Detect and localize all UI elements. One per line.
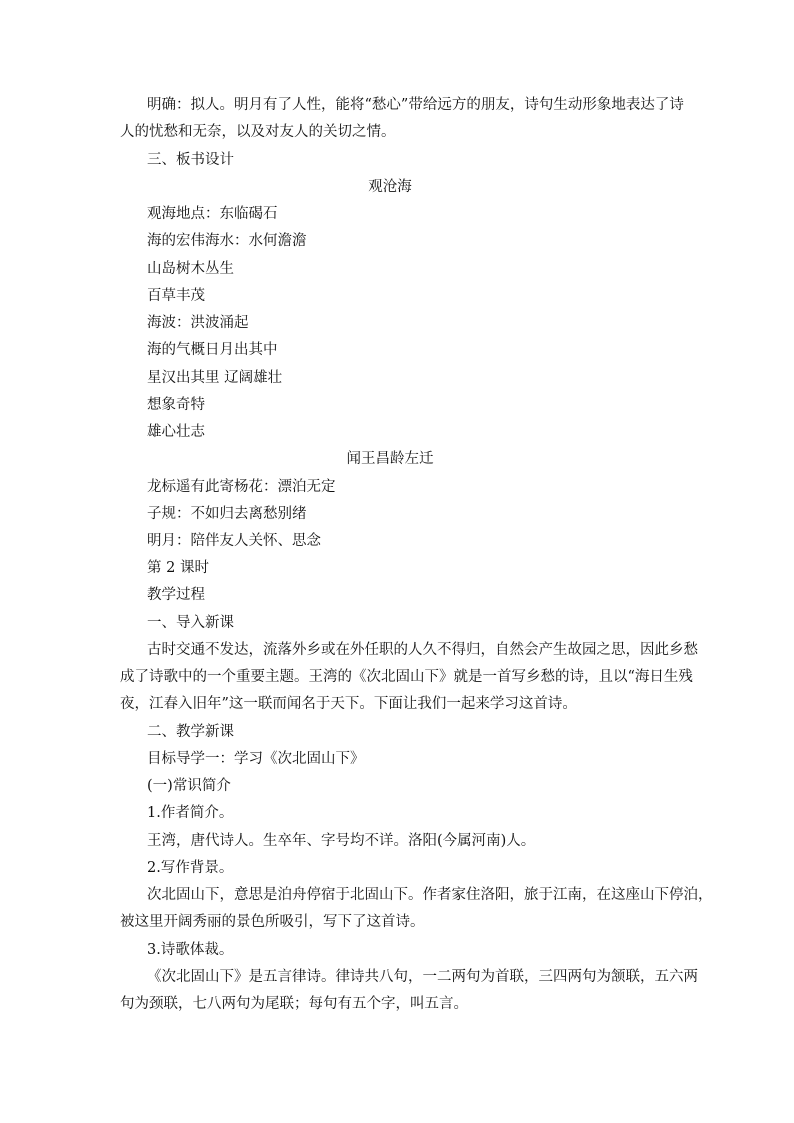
board-line: 海波：洪波涌起 [147,315,249,331]
lesson-heading: 第 2 课时 [147,560,209,576]
section-heading: 目标导学一：学习《次北固山下》 [147,751,365,767]
section-heading: 二、教学新课 [147,724,234,740]
text-line: 王湾，唐代诗人。生卒年、字号均不详。洛阳(今属河南)人。 [147,833,536,849]
board-line: 子规：不如归去离愁别绪 [147,506,307,522]
board-line: 海的气概日月出其中 [147,342,278,358]
text-line: 《次北固山下》是五言律诗。律诗共八句，一二两句为首联，三四两句为颔联，五六两 [147,969,698,985]
list-item: 3.诗歌体裁。 [147,942,234,958]
text-line: 明确：拟人。明月有了人性，能将“愁心”带给远方的朋友，诗句生动形象地表达了诗 [147,97,684,113]
board-line: 观海地点：东临碣石 [147,206,278,222]
board-line: 海的宏伟海水：水何澹澹 [147,233,307,249]
board-line: 星汉出其里 辽阔雄壮 [147,370,283,386]
board-line: 想象奇特 [147,397,205,413]
board-title: 闻王昌龄左迁 [346,451,434,467]
section-heading: (一)常识简介 [147,778,231,794]
text-line: 次北固山下，意思是泊舟停宿于北固山下。作者家住洛阳，旅于江南，在这座山下停泊， [147,887,713,903]
text-line: 句为颈联，七八两句为尾联；每句有五个字，叫五言。 [120,996,468,1012]
text-line: 人的忧愁和无奈，以及对友人的关切之情。 [120,124,396,140]
section-heading: 一、导入新课 [147,615,234,631]
board-line: 百草丰茂 [147,288,205,304]
board-line: 明月：陪伴友人关怀、思念 [147,533,321,549]
list-item: 2.写作背景。 [147,860,234,876]
board-title: 观沧海 [368,179,412,195]
section-heading: 三、板书设计 [147,152,234,168]
list-item: 1.作者简介。 [147,805,234,821]
text-line: 被这里开阔秀丽的景色所吸引，写下了这首诗。 [120,914,425,930]
board-line: 山岛树木丛生 [147,261,234,277]
text-line: 古时交通不发达，流落外乡或在外任职的人久不得归，自然会产生故园之思，因此乡愁 [147,642,698,658]
text-line: 夜，江春入旧年”这一联而闻名于天下。下面让我们一起来学习这首诗。 [120,696,577,712]
text-line: 成了诗歌中的一个重要主题。王湾的《次北固山下》就是一首写乡愁的诗，且以“海日生残 [120,669,693,685]
board-line: 龙标遥有此寄杨花：漂泊无定 [147,479,336,495]
section-heading: 教学过程 [147,587,205,603]
board-line: 雄心壮志 [147,424,205,440]
